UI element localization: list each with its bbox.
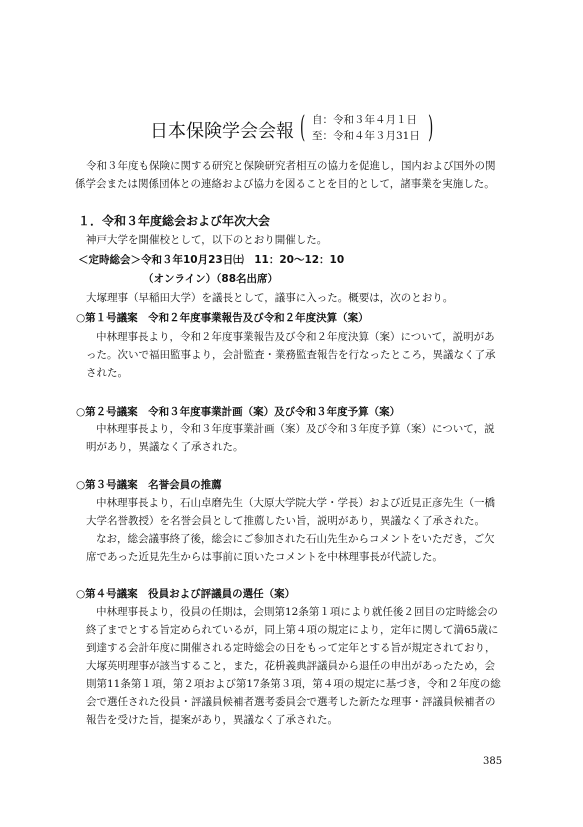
agenda-text: 明があり，異議なく了承された。 [86, 441, 244, 453]
agenda-heading: ○第２号議案 令和３年度事業計画（案）及び令和３年度予算（案） [76, 406, 401, 418]
meeting-datetime: ＜定時総会＞令和３年10月23日㈯ 11：20〜12：10 [78, 254, 345, 266]
agenda-text: なお，総会議事終了後，総会にご参加された石山先生からコメントをいただき，ご欠 [96, 533, 495, 545]
report-period [312, 112, 420, 144]
section-lead: 神戸大学を開催校として，以下のとおり開催した。 [86, 234, 328, 246]
agenda-text: 席であった近見先生からは事前に頂いたコメントを中林理事長が代読した。 [86, 551, 443, 563]
agenda-text: 中林理事長より，石山卓磨先生（大原大学院大学・学長）および近見正彦先生（一橋 [96, 497, 495, 509]
agenda-text: 中林理事長より，令和２年度事業報告及び令和２年度決算（案）について，説明があ [96, 331, 495, 343]
agenda-heading: ○第１号議案 令和２年度事業報告及び令和２年度決算（案） [76, 312, 369, 324]
intro-line: 係学会または関係団体との連絡および協力を図ることを目的として，諸事業を実施した。 [75, 178, 495, 190]
agenda-text: された。 [86, 367, 128, 379]
agenda-text: 報告を受けた旨，提案があり，異議なく了承された。 [86, 714, 338, 726]
agenda-text: 則第11条第１項，第２項および第17条第３項，第４項の規定に基づき，令和２年度の総 [86, 678, 501, 690]
agenda-heading: ○第３号議案 名誉会員の推薦 [76, 479, 222, 491]
period-to: 至：令和４年３月31日 [312, 130, 420, 142]
agenda-text: 中林理事長より，令和３年度事業計画（案）及び令和３年度予算（案）について，説 [96, 423, 495, 435]
agenda-heading: ○第４号議案 役員および評議員の選任（案） [76, 588, 296, 600]
period-open-bracket: ( [300, 110, 306, 145]
meeting-format: （オンライン）（88名出席） [143, 273, 279, 285]
section-heading: １．令和３年度総会および年次大会 [78, 214, 271, 228]
agenda-text: った。次いで福田監事より，会計監査・業務監査報告を行なったところ，異議なく了承 [86, 349, 496, 361]
agenda-text: 会で選任された役員・評議員候補者選考委員会で選考した新たな理事・評議員候補者の [86, 696, 496, 708]
agenda-text: 中林理事長より，役員の任期は，会則第12条第１項により就任後２回目の定時総会の [96, 606, 498, 618]
meeting-chair: 大塚理事（早稲田大学）を議長として，議事に入った。概要は，次のとおり。 [86, 292, 454, 304]
report-title: 日本保険学会会報 [150, 121, 294, 142]
page-number: 385 [483, 756, 503, 767]
agenda-text: 到達する会計年度に開催される定時総会の日をもって定年とする旨が規定されており， [86, 642, 496, 654]
agenda-text: 大学名誉教授）を名誉会員として推薦したい旨，説明があり，異議なく了承された。 [86, 515, 485, 527]
period-close-bracket: ) [428, 110, 434, 145]
period-from: 自：令和３年４月１日 [312, 114, 417, 126]
agenda-text: 終了までとする旨定められているが，同上第４項の規定により，定年に関して満65歳に [86, 624, 499, 636]
agenda-text: 大塚英明理事が該当すること，また，花枡義典評議員から退任の申出があったため，会 [86, 660, 495, 672]
intro-line: 令和３年度も保険に関する研究と保険研究者相互の協力を促進し，国内および国外の関 [86, 160, 496, 172]
